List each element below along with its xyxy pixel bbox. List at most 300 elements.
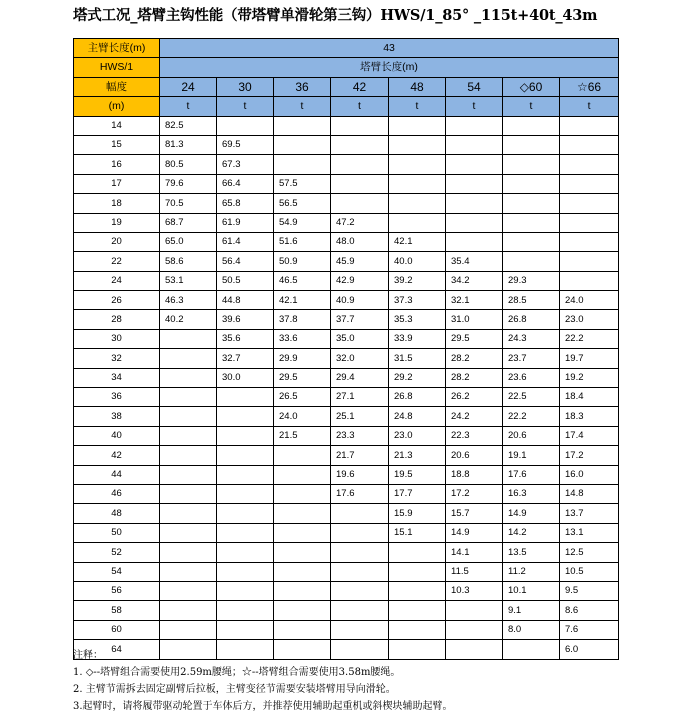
capacity-cell (160, 368, 217, 387)
capacity-cell (331, 174, 389, 193)
capacity-cell: 22.2 (503, 407, 560, 426)
capacity-cell (160, 407, 217, 426)
capacity-cell (274, 155, 331, 174)
capacity-cell: 29.5 (274, 368, 331, 387)
capacity-cell: 50.9 (274, 252, 331, 271)
capacity-cell: 17.6 (503, 465, 560, 484)
capacity-cell (160, 484, 217, 503)
capacity-cell: 14.1 (446, 543, 503, 562)
capacity-cell: 13.7 (560, 504, 619, 523)
capacity-cell: 27.1 (331, 388, 389, 407)
capacity-cell (217, 388, 274, 407)
capacity-cell: 23.6 (503, 368, 560, 387)
radius-cell: 40 (74, 426, 160, 445)
capacity-cell: 14.8 (560, 484, 619, 503)
capacity-cell (160, 562, 217, 581)
capacity-cell: 29.2 (389, 368, 446, 387)
capacity-cell (503, 640, 560, 659)
capacity-cell: 80.5 (160, 155, 217, 174)
capacity-cell: 8.0 (503, 620, 560, 639)
table-row (74, 407, 619, 426)
capacity-cell (274, 484, 331, 503)
main-boom-label: 主臂长度(m) (74, 39, 160, 58)
capacity-cell: 8.6 (560, 601, 619, 620)
capacity-cell: 61.4 (217, 232, 274, 251)
capacity-cell: 39.6 (217, 310, 274, 329)
capacity-cell (274, 465, 331, 484)
capacity-cell: 57.5 (274, 174, 331, 193)
load-chart-table (73, 38, 619, 660)
radius-cell: 58 (74, 601, 160, 620)
capacity-cell (274, 620, 331, 639)
capacity-cell: 61.9 (217, 213, 274, 232)
capacity-cell: 17.7 (389, 484, 446, 503)
capacity-cell: 13.1 (560, 523, 619, 542)
capacity-cell (274, 446, 331, 465)
capacity-cell: 10.1 (503, 581, 560, 600)
capacity-cell: 16.3 (503, 484, 560, 503)
capacity-cell (560, 174, 619, 193)
capacity-cell: 24.3 (503, 329, 560, 348)
capacity-cell: 17.2 (560, 446, 619, 465)
capacity-cell: 7.6 (560, 620, 619, 639)
radius-cell: 19 (74, 213, 160, 232)
capacity-cell: 56.5 (274, 194, 331, 213)
capacity-cell: 42.1 (389, 232, 446, 251)
boom-length-header: ☆66 (560, 77, 619, 96)
capacity-cell (331, 523, 389, 542)
capacity-cell: 37.3 (389, 291, 446, 310)
capacity-cell (503, 135, 560, 154)
unit-header: t (274, 97, 331, 116)
table-row (74, 155, 619, 174)
radius-cell: 46 (74, 484, 160, 503)
capacity-cell: 29.4 (331, 368, 389, 387)
capacity-cell (217, 465, 274, 484)
radius-cell: 28 (74, 310, 160, 329)
page-title: 塔式工况_塔臂主钩性能（带塔臂单滑轮第三钩）HWS/1_85° _115t+40t_43m (73, 7, 598, 24)
table-row (74, 271, 619, 290)
capacity-cell: 10.5 (560, 562, 619, 581)
capacity-cell: 19.5 (389, 465, 446, 484)
capacity-cell (274, 135, 331, 154)
capacity-cell (446, 194, 503, 213)
capacity-cell: 46.3 (160, 291, 217, 310)
note-line: 3.起臂时，请将履带驱动轮置于车体后方，并推荐使用辅助起重机或斜楔块辅助起臂。 (73, 701, 453, 712)
capacity-cell (217, 484, 274, 503)
capacity-cell: 23.3 (331, 426, 389, 445)
table-row (74, 310, 619, 329)
capacity-cell (274, 581, 331, 600)
capacity-cell: 33.9 (389, 329, 446, 348)
capacity-cell (503, 174, 560, 193)
tower-boom-label: 塔臂长度(m) (160, 58, 619, 77)
boom-length-header: 54 (446, 77, 503, 96)
capacity-cell (331, 504, 389, 523)
capacity-cell: 65.8 (217, 194, 274, 213)
capacity-cell: 29.5 (446, 329, 503, 348)
capacity-cell: 28.2 (446, 368, 503, 387)
capacity-cell: 32.1 (446, 291, 503, 310)
table-row (74, 349, 619, 368)
capacity-cell: 30.0 (217, 368, 274, 387)
capacity-cell (217, 523, 274, 542)
capacity-cell (560, 252, 619, 271)
capacity-cell (217, 446, 274, 465)
capacity-cell: 17.6 (331, 484, 389, 503)
capacity-cell (160, 349, 217, 368)
capacity-cell (331, 562, 389, 581)
capacity-cell: 24.8 (389, 407, 446, 426)
capacity-cell (217, 620, 274, 639)
capacity-cell (274, 116, 331, 135)
table-row (74, 135, 619, 154)
table-row (74, 562, 619, 581)
boom-length-header: 36 (274, 77, 331, 96)
capacity-cell: 54.9 (274, 213, 331, 232)
capacity-cell (331, 116, 389, 135)
capacity-cell: 24.0 (274, 407, 331, 426)
capacity-cell: 35.4 (446, 252, 503, 271)
capacity-cell: 33.6 (274, 329, 331, 348)
capacity-cell (446, 640, 503, 659)
capacity-cell (160, 504, 217, 523)
table-row (74, 116, 619, 135)
capacity-cell (560, 194, 619, 213)
capacity-cell (217, 601, 274, 620)
capacity-cell (446, 213, 503, 232)
capacity-cell: 34.2 (446, 271, 503, 290)
radius-cell: 52 (74, 543, 160, 562)
table-row (74, 368, 619, 387)
boom-length-header: 42 (331, 77, 389, 96)
capacity-cell (331, 581, 389, 600)
main-boom-value: 43 (160, 39, 619, 58)
capacity-cell: 24.0 (560, 291, 619, 310)
capacity-cell (560, 116, 619, 135)
radius-cell: 20 (74, 232, 160, 251)
capacity-cell: 67.3 (217, 155, 274, 174)
capacity-cell (389, 543, 446, 562)
note-line: 1. ◇--塔臂组合需要使用2.59m腰绳；☆--塔臂组合需要使用3.58m腰绳。 (73, 667, 401, 678)
unit-header: t (217, 97, 274, 116)
capacity-cell (560, 232, 619, 251)
capacity-cell: 10.3 (446, 581, 503, 600)
capacity-cell (389, 562, 446, 581)
capacity-cell (217, 543, 274, 562)
table-row (74, 232, 619, 251)
capacity-cell: 35.3 (389, 310, 446, 329)
capacity-cell (160, 426, 217, 445)
capacity-cell (389, 601, 446, 620)
capacity-cell (446, 174, 503, 193)
capacity-cell (560, 213, 619, 232)
capacity-cell (389, 135, 446, 154)
capacity-cell: 22.5 (503, 388, 560, 407)
radius-cell: 24 (74, 271, 160, 290)
radius-cell: 22 (74, 252, 160, 271)
capacity-cell (503, 213, 560, 232)
capacity-cell: 26.8 (389, 388, 446, 407)
capacity-cell: 23.7 (503, 349, 560, 368)
radius-cell: 32 (74, 349, 160, 368)
capacity-cell (274, 504, 331, 523)
boom-length-header: 30 (217, 77, 274, 96)
capacity-cell (389, 620, 446, 639)
capacity-cell (217, 504, 274, 523)
table-row (74, 465, 619, 484)
radius-cell: 54 (74, 562, 160, 581)
capacity-cell (503, 252, 560, 271)
capacity-cell: 17.2 (446, 484, 503, 503)
notes-section (73, 647, 453, 715)
table-row (74, 601, 619, 620)
capacity-cell: 11.2 (503, 562, 560, 581)
capacity-cell (331, 620, 389, 639)
table-row (74, 291, 619, 310)
unit-header: t (160, 97, 217, 116)
capacity-cell: 42.1 (274, 291, 331, 310)
capacity-cell (389, 213, 446, 232)
radius-cell: 30 (74, 329, 160, 348)
capacity-cell: 48.0 (331, 232, 389, 251)
capacity-cell: 51.6 (274, 232, 331, 251)
capacity-cell: 23.0 (560, 310, 619, 329)
capacity-cell: 15.7 (446, 504, 503, 523)
capacity-cell: 22.3 (446, 426, 503, 445)
capacity-cell: 13.5 (503, 543, 560, 562)
capacity-cell: 46.5 (274, 271, 331, 290)
capacity-cell: 39.2 (389, 271, 446, 290)
unit-header: t (389, 97, 446, 116)
capacity-cell (446, 135, 503, 154)
capacity-cell (331, 601, 389, 620)
capacity-cell: 70.5 (160, 194, 217, 213)
table-row (74, 213, 619, 232)
capacity-cell (446, 601, 503, 620)
capacity-cell (560, 155, 619, 174)
table-row (74, 388, 619, 407)
capacity-cell (503, 116, 560, 135)
capacity-cell (389, 194, 446, 213)
capacity-cell (389, 581, 446, 600)
radius-cell: 64 (74, 640, 160, 659)
capacity-cell (217, 581, 274, 600)
radius-cell: 18 (74, 194, 160, 213)
note-line: 2. 主臂节需拆去固定副臂后拉板，主臂变径节需要安装塔臂用导向滑轮。 (73, 684, 396, 695)
unit-header: t (446, 97, 503, 116)
capacity-cell (274, 523, 331, 542)
capacity-cell (160, 543, 217, 562)
capacity-cell: 16.0 (560, 465, 619, 484)
capacity-cell: 79.6 (160, 174, 217, 193)
capacity-cell: 31.5 (389, 349, 446, 368)
capacity-cell (160, 581, 217, 600)
capacity-cell: 42.9 (331, 271, 389, 290)
notes-heading: 注释： (73, 650, 103, 661)
capacity-cell (331, 543, 389, 562)
capacity-cell: 44.8 (217, 291, 274, 310)
capacity-cell (217, 407, 274, 426)
capacity-cell: 9.5 (560, 581, 619, 600)
capacity-cell: 56.4 (217, 252, 274, 271)
capacity-cell (160, 329, 217, 348)
unit-header: t (560, 97, 619, 116)
table-row (74, 581, 619, 600)
capacity-cell: 20.6 (503, 426, 560, 445)
boom-length-header: 24 (160, 77, 217, 96)
radius-cell: 26 (74, 291, 160, 310)
capacity-cell: 6.0 (560, 640, 619, 659)
radius-cell: 38 (74, 407, 160, 426)
capacity-cell: 18.3 (560, 407, 619, 426)
capacity-cell: 69.5 (217, 135, 274, 154)
capacity-cell (446, 116, 503, 135)
capacity-cell: 21.5 (274, 426, 331, 445)
capacity-cell: 11.5 (446, 562, 503, 581)
capacity-cell (160, 523, 217, 542)
radius-cell: 60 (74, 620, 160, 639)
capacity-cell: 40.9 (331, 291, 389, 310)
capacity-cell: 21.3 (389, 446, 446, 465)
table-row (74, 329, 619, 348)
capacity-cell: 28.2 (446, 349, 503, 368)
capacity-cell (446, 232, 503, 251)
capacity-cell (389, 174, 446, 193)
unit-header: t (503, 97, 560, 116)
table-row (74, 426, 619, 445)
capacity-cell (160, 388, 217, 407)
table-row (74, 543, 619, 562)
capacity-cell: 14.9 (446, 523, 503, 542)
capacity-cell (503, 194, 560, 213)
capacity-cell: 35.0 (331, 329, 389, 348)
radius-cell: 34 (74, 368, 160, 387)
capacity-cell: 37.7 (331, 310, 389, 329)
capacity-cell: 29.9 (274, 349, 331, 368)
capacity-cell: 32.7 (217, 349, 274, 368)
table-row (74, 484, 619, 503)
table-row (74, 446, 619, 465)
capacity-cell (160, 446, 217, 465)
capacity-cell: 32.0 (331, 349, 389, 368)
radius-cell: 48 (74, 504, 160, 523)
capacity-cell: 50.5 (217, 271, 274, 290)
capacity-cell: 66.4 (217, 174, 274, 193)
radius-cell: 36 (74, 388, 160, 407)
capacity-cell (331, 155, 389, 174)
capacity-cell: 15.1 (389, 523, 446, 542)
boom-length-header: 48 (389, 77, 446, 96)
capacity-cell (217, 562, 274, 581)
capacity-cell: 17.4 (560, 426, 619, 445)
capacity-cell: 31.0 (446, 310, 503, 329)
capacity-cell (331, 135, 389, 154)
capacity-cell: 37.8 (274, 310, 331, 329)
capacity-cell (446, 620, 503, 639)
unit-header: t (331, 97, 389, 116)
capacity-cell: 18.8 (446, 465, 503, 484)
capacity-cell (217, 426, 274, 445)
capacity-cell: 26.5 (274, 388, 331, 407)
radius-cell: 17 (74, 174, 160, 193)
radius-cell: 50 (74, 523, 160, 542)
table-row (74, 252, 619, 271)
capacity-cell (446, 155, 503, 174)
table-row (74, 620, 619, 639)
capacity-cell: 19.6 (331, 465, 389, 484)
capacity-cell (503, 232, 560, 251)
capacity-cell (160, 620, 217, 639)
radius-cell: 44 (74, 465, 160, 484)
capacity-cell: 19.1 (503, 446, 560, 465)
radius-cell: 14 (74, 116, 160, 135)
table-row (74, 504, 619, 523)
capacity-cell (160, 601, 217, 620)
capacity-cell: 58.6 (160, 252, 217, 271)
table-row (74, 523, 619, 542)
capacity-cell (160, 465, 217, 484)
capacity-cell: 19.7 (560, 349, 619, 368)
capacity-cell: 53.1 (160, 271, 217, 290)
capacity-cell: 14.2 (503, 523, 560, 542)
capacity-cell (389, 155, 446, 174)
capacity-cell (560, 271, 619, 290)
capacity-cell: 28.5 (503, 291, 560, 310)
capacity-cell: 22.2 (560, 329, 619, 348)
capacity-cell: 82.5 (160, 116, 217, 135)
radius-cell: 56 (74, 581, 160, 600)
capacity-cell (274, 543, 331, 562)
config-label: HWS/1 (74, 58, 160, 77)
radius-label: 幅度 (74, 77, 160, 96)
capacity-cell: 20.6 (446, 446, 503, 465)
capacity-cell (274, 601, 331, 620)
capacity-cell: 23.0 (389, 426, 446, 445)
capacity-cell: 45.9 (331, 252, 389, 271)
capacity-cell: 81.3 (160, 135, 217, 154)
capacity-cell: 47.2 (331, 213, 389, 232)
capacity-cell: 25.1 (331, 407, 389, 426)
boom-length-header: ◇60 (503, 77, 560, 96)
capacity-cell (274, 562, 331, 581)
capacity-cell: 40.0 (389, 252, 446, 271)
capacity-cell (560, 135, 619, 154)
capacity-cell (503, 155, 560, 174)
capacity-cell: 14.9 (503, 504, 560, 523)
capacity-cell: 65.0 (160, 232, 217, 251)
capacity-cell: 19.2 (560, 368, 619, 387)
capacity-cell: 68.7 (160, 213, 217, 232)
radius-cell: 15 (74, 135, 160, 154)
capacity-cell: 35.6 (217, 329, 274, 348)
capacity-cell (331, 194, 389, 213)
capacity-cell (389, 116, 446, 135)
capacity-cell: 26.2 (446, 388, 503, 407)
capacity-cell: 21.7 (331, 446, 389, 465)
table-row (74, 174, 619, 193)
capacity-cell (217, 116, 274, 135)
radius-unit: (m) (74, 97, 160, 116)
table-row (74, 194, 619, 213)
capacity-cell: 12.5 (560, 543, 619, 562)
radius-cell: 42 (74, 446, 160, 465)
capacity-cell: 40.2 (160, 310, 217, 329)
capacity-cell: 18.4 (560, 388, 619, 407)
capacity-cell: 9.1 (503, 601, 560, 620)
capacity-cell: 26.8 (503, 310, 560, 329)
radius-cell: 16 (74, 155, 160, 174)
